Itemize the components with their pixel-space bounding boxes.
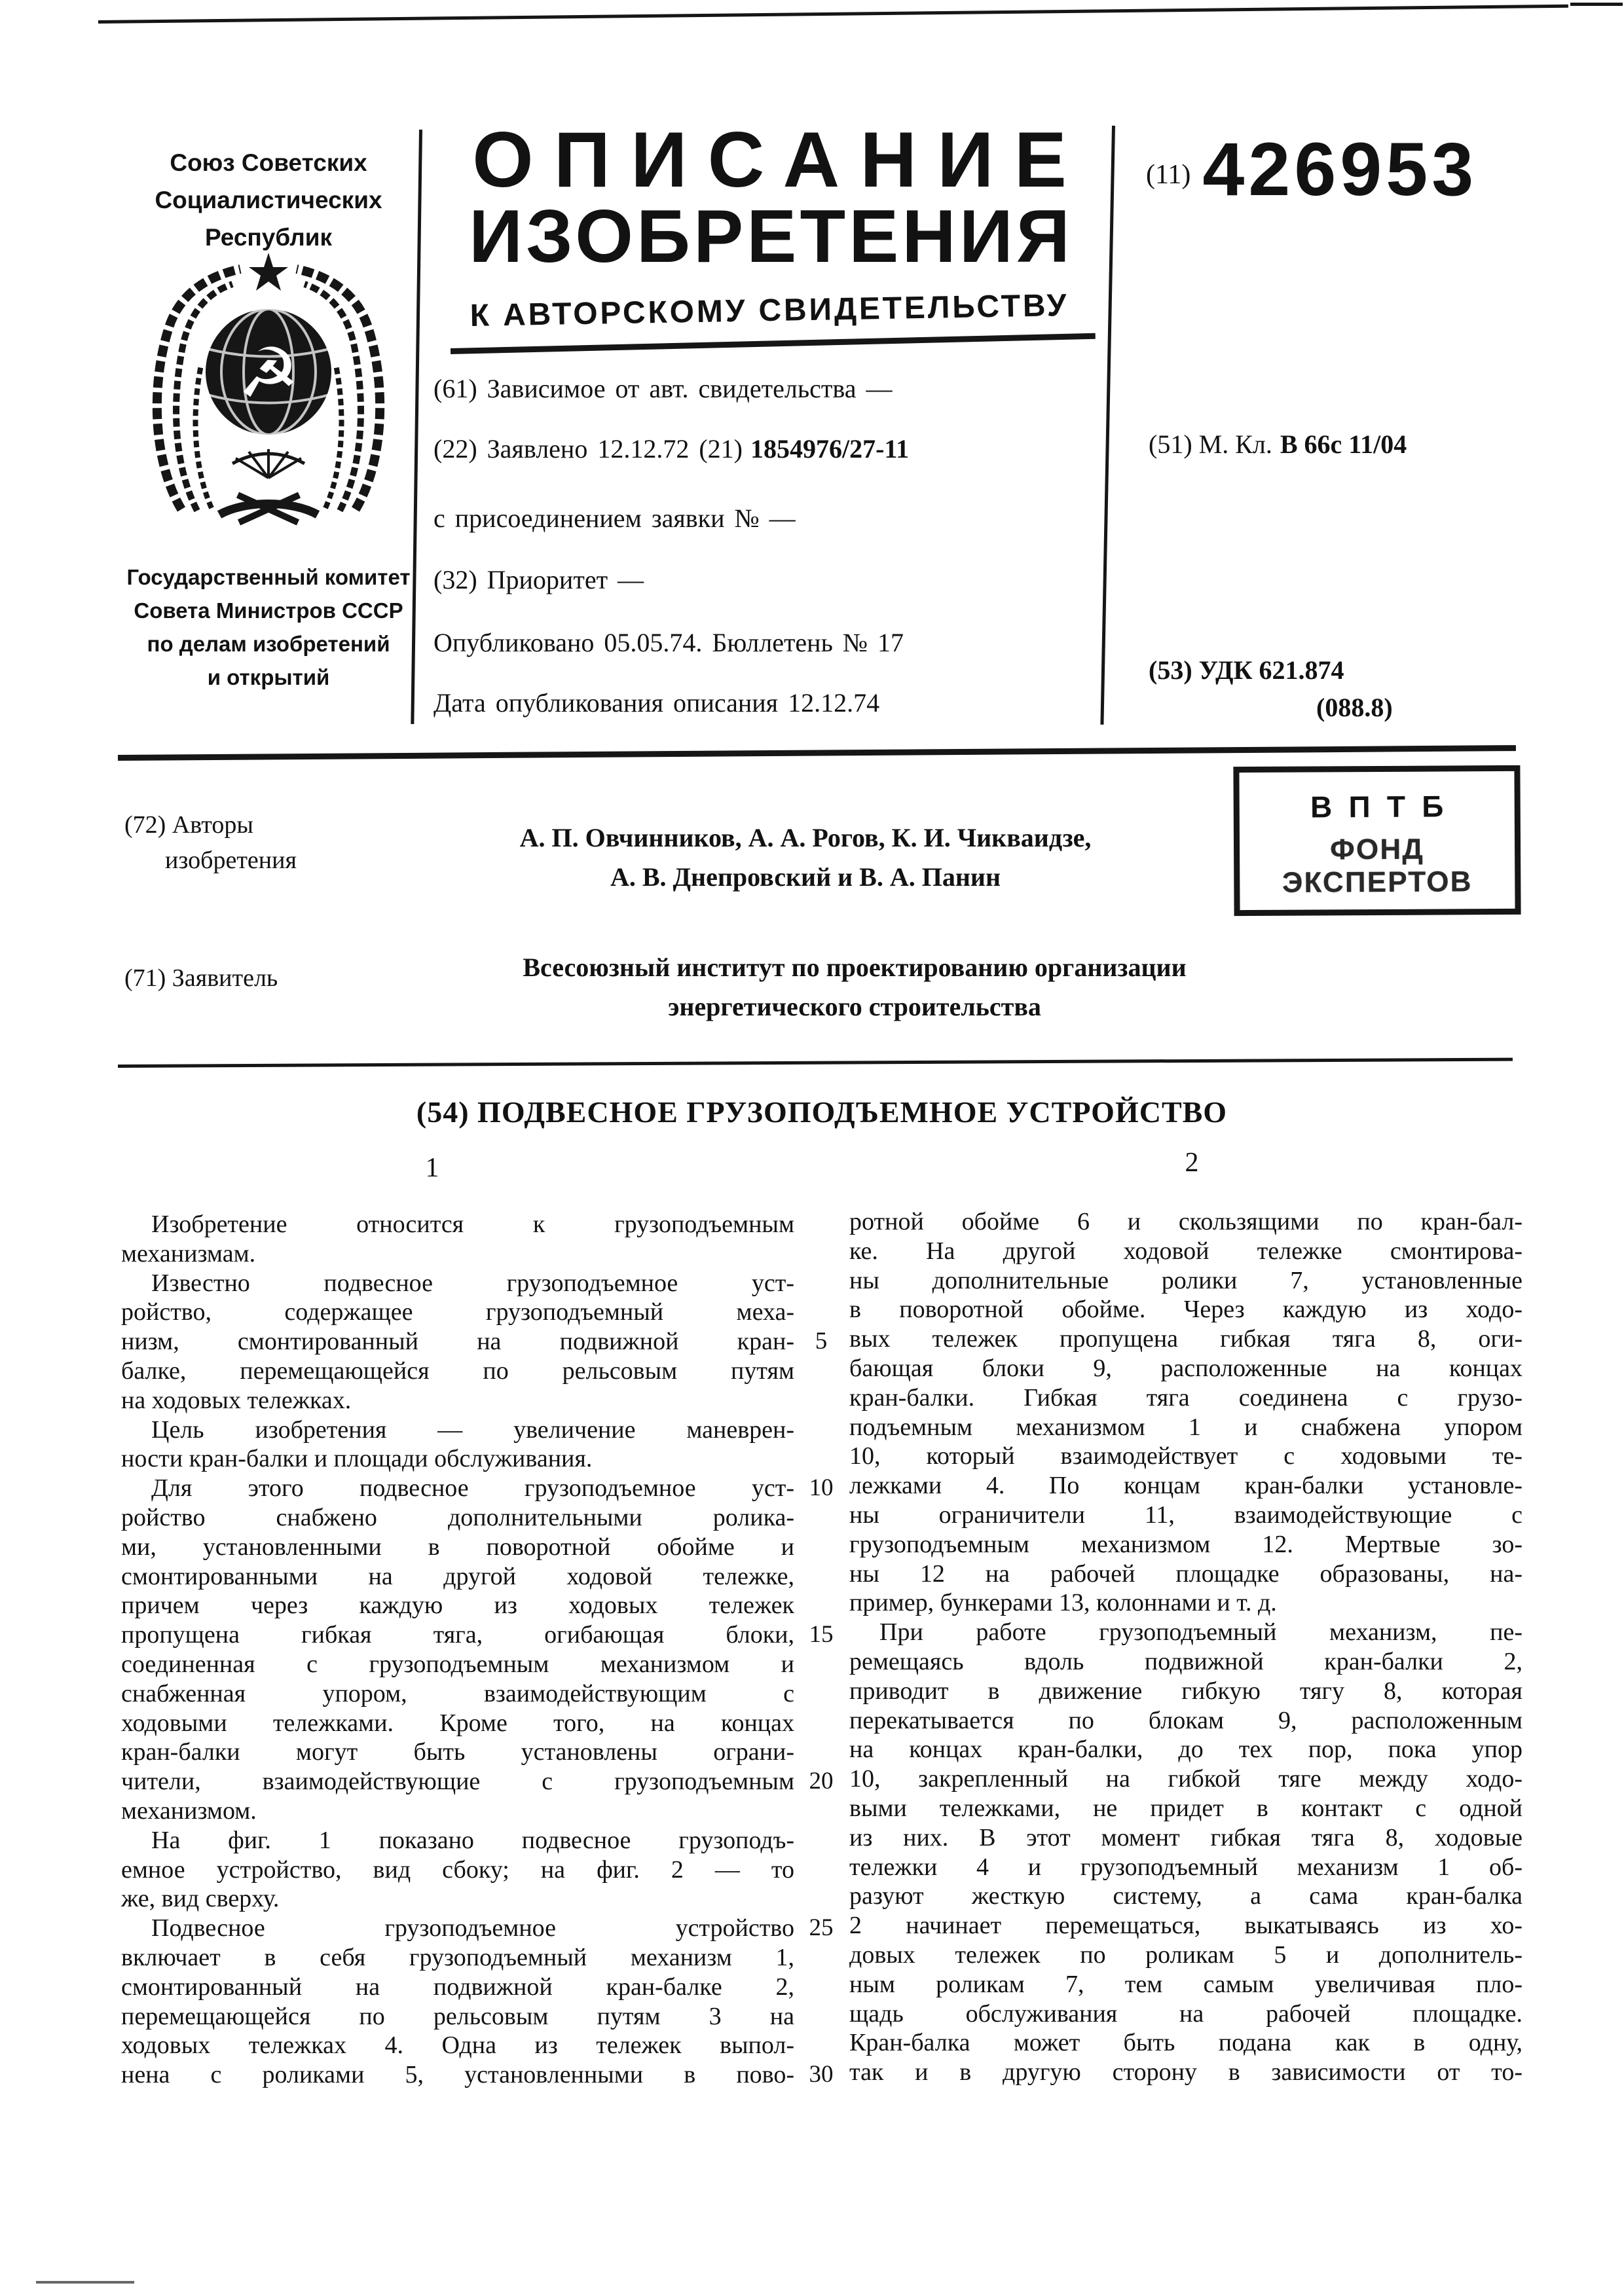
biblio-udc: (53) УДК 621.874 — [1149, 655, 1344, 685]
body-text-line: На фиг. 1 показано подвесное грузоподъ- — [151, 1826, 794, 1854]
line-number: 25 — [809, 1914, 834, 1941]
biblio-published: Опубликовано 05.05.74. Бюллетень № 17 — [434, 628, 904, 657]
body-text-line: ны ограничители 11, взаимодействующие с — [849, 1501, 1522, 1529]
authors-code-label2: изобретения — [165, 847, 297, 874]
state-committee-line: Государственный комитет — [126, 565, 411, 589]
horizontal-rule-top — [118, 745, 1516, 761]
body-text-line: ны дополнительные ролики 7, установленные — [849, 1266, 1522, 1294]
biblio-udc-suffix: (088.8) — [1316, 693, 1393, 722]
hammer-sickle-icon: ☭ — [237, 333, 300, 413]
subtype-underline — [451, 333, 1096, 354]
body-text-line: Для этого подвесное грузоподъемное уст- — [151, 1474, 794, 1503]
star-icon — [249, 253, 288, 291]
body-text-line: перемещающейся по рельсовым путям 3 на — [121, 2002, 794, 2030]
header-middle-column — [432, 116, 1107, 723]
authors-names-line: А. П. Овчинников, А. А. Рогов, К. И. Чикваидзе, — [519, 823, 1092, 852]
body-text-line: ходовыми тележками. Кроме того, на концах — [121, 1709, 794, 1737]
body-text-line: же, вид сверху. — [121, 1885, 280, 1913]
body-text-line: разуют жесткую систему, а сама кран-балка — [849, 1882, 1522, 1910]
state-committee-line: и открытий — [207, 665, 330, 689]
body-text-line: на концах кран-балки, до тех пор, пока упор — [849, 1736, 1522, 1764]
applicant-name — [419, 948, 1290, 1027]
body-text-line: 2 начинает перемещаться, выкатываясь из хо- — [849, 1912, 1522, 1940]
ribbon — [219, 495, 318, 522]
doc-type-title-line1: ОПИСАНИЕ — [472, 116, 1087, 204]
body-text-line: кран-балки. Гибкая тяга соединена с грузо- — [849, 1383, 1522, 1412]
body-text-line: ны 12 на рабочей площадке образованы, на- — [849, 1559, 1522, 1588]
body-text-line: пропущена гибкая тяга, огибающая блоки, — [121, 1621, 794, 1649]
publication-number: 426953 — [1202, 128, 1478, 211]
class-value: В 66с 11/04 — [1280, 429, 1407, 459]
scan-edge-dash — [1570, 3, 1623, 6]
body-text-line: нена с роликами 5, установленными в пово- — [121, 2061, 794, 2089]
invention-title: (54) ПОДВЕСНОЕ ГРУЗОПОДЪЕМНОЕ УСТРОЙСТВО — [416, 1095, 1228, 1129]
body-text-line: причем через каждую из ходовых тележек — [121, 1592, 794, 1620]
body-text-line: смонтированными на другой ходовой тележке, — [121, 1562, 794, 1590]
scan-edge-line — [98, 5, 1568, 24]
applicant-code-label: (71) Заявитель — [124, 964, 278, 992]
body-text-line: ройство, содержащее грузоподъемный меха- — [121, 1298, 794, 1326]
scan-bottom-dash — [36, 2281, 134, 2284]
body-text-line: кран-балки могут быть установлены ограни- — [121, 1738, 794, 1766]
body-text-line: включает в себя грузоподъемный механизм 1, — [121, 1943, 794, 1971]
body-text-line: ходовых тележках 4. Одна из тележек выпол- — [121, 2032, 794, 2060]
body-column-right — [849, 1207, 1522, 2087]
library-stamp — [1233, 765, 1521, 916]
body-text-line: ми, установленными в поворотной обойме и — [121, 1533, 794, 1561]
body-text-line: смонтированный на подвижной кран-балке 2, — [121, 1973, 794, 2001]
stamp-line2: ФОНД ЭКСПЕРТОВ — [1282, 833, 1473, 899]
body-text-line: лежками 4. По концам кран-балки установле- — [849, 1472, 1522, 1500]
body-text-line: ности кран-балки и площади обслуживания. — [121, 1445, 593, 1473]
authors-code-label: (72) Авторы — [124, 811, 253, 839]
biblio-filed-prefix: (22) Заявлено 12.12.72 (21) — [434, 434, 743, 464]
body-text-line: подъемным механизмом 1 и снабжена упором — [849, 1413, 1522, 1441]
header-left-column — [118, 144, 419, 733]
applicant-name-line: энергетического строительства — [668, 992, 1041, 1021]
body-text-line: 10, который взаимодействует с ходовыми те- — [849, 1442, 1522, 1470]
body-text-line: ройство снабжено дополнительными ролика- — [121, 1503, 794, 1531]
doc-type-title-line2: ИЗОБРЕТЕНИЯ — [469, 195, 1073, 278]
body-text-line: соединенная с грузоподъемным механизмом и — [121, 1650, 794, 1678]
publication-number-row — [1146, 126, 1604, 213]
class-label: (51) М. Кл. — [1149, 429, 1272, 459]
body-text-line: Изобретение относится к грузоподъемным — [151, 1211, 794, 1238]
body-text-line: из них. В этот момент гибкая тяга 8, ходовые — [849, 1823, 1522, 1851]
column-head-2: 2 — [1185, 1148, 1199, 1178]
body-text-line: ротной обойме 6 и скользящими по кран-бал- — [849, 1208, 1522, 1235]
biblio-priority: (32) Приоритет — — [434, 565, 644, 594]
body-text-line: емное устройство, вид сбоку; на фиг. 2 — то — [121, 1855, 794, 1884]
line-number: 15 — [809, 1621, 834, 1648]
applicant-name-line: Всесоюзный институт по проектированию организации — [523, 953, 1187, 982]
body-text-line: ным роликам 7, тем самым увеличивая пло- — [849, 1970, 1522, 1998]
column-head-1: 1 — [425, 1153, 439, 1183]
state-committee-line: Совета Министров СССР — [134, 598, 403, 623]
body-text-line: балке, перемещающейся по рельсовым путям — [121, 1357, 794, 1385]
body-text-line: При работе грузоподъемный механизм, пе- — [879, 1618, 1522, 1647]
biblio-addition: с присоединением заявки № — — [434, 503, 796, 533]
sun-rays — [232, 449, 304, 478]
union-name-line: Союз Советских — [170, 149, 367, 176]
horizontal-rule-bottom — [118, 1058, 1513, 1068]
body-text-line: Подвесное грузоподъемное устройство — [151, 1914, 794, 1942]
biblio-dependent: (61) Зависимое от авт. свидетельства — — [434, 374, 893, 403]
line-number-gutter — [794, 1327, 849, 2207]
body-text-line: выми тележками, не придет в контакт с одной — [849, 1794, 1522, 1822]
body-text-line: довых тележек по роликам 5 и дополнитель- — [849, 1941, 1522, 1969]
body-text-line: механизмом. — [121, 1796, 257, 1825]
body-column-left — [121, 1210, 794, 2090]
biblio-filed — [434, 433, 1095, 465]
line-number: 10 — [809, 1474, 834, 1501]
body-text-line: Цель изобретения — увеличение маневрен- — [151, 1415, 794, 1444]
body-text-line: щадь обслуживания на рабочей площадке. — [849, 1999, 1522, 2028]
body-text-line: на ходовых тележках. — [121, 1386, 352, 1414]
body-text-line: снабженная упором, взаимодействующим с — [121, 1679, 794, 1707]
state-committee-line: по делам изобретений — [147, 632, 390, 656]
line-number: 5 — [815, 1328, 828, 1355]
body-text-line: ке. На другой ходовой тележке смонтирова- — [849, 1237, 1522, 1265]
body-text-line: вых тележек пропущена гибкая тяга 8, оги- — [849, 1325, 1522, 1353]
body-text-line: Известно подвесное грузоподъемное уст- — [151, 1269, 794, 1297]
body-text-line: бающая блоки 9, расположенные на концах — [849, 1354, 1522, 1382]
stamp-line1: ВПТБ — [1310, 789, 1460, 824]
body-text-line: перекатывается по блокам 9, расположенным — [849, 1706, 1522, 1734]
body-text-line: так и в другую сторону в зависимости от то- — [849, 2058, 1522, 2086]
state-committee — [118, 560, 419, 694]
union-name-line: Социалистических — [155, 187, 382, 213]
authors-names — [419, 818, 1192, 897]
union-name-line: Республик — [204, 224, 333, 251]
body-text-line: 10, закрепленный на гибкой тяге между ходо- — [849, 1765, 1522, 1793]
publication-number-label: (11) — [1146, 160, 1191, 190]
union-name — [118, 144, 419, 256]
biblio-description-date: Дата опубликования описания 12.12.74 — [434, 688, 880, 718]
header-right-column — [1139, 121, 1611, 723]
body-text-line: пример, бункерами 13, колоннами и т. д. — [849, 1589, 1277, 1617]
coat-of-arms-graphic — [141, 247, 396, 529]
body-text-line: грузоподъемным механизмом 12. Мертвые зо- — [849, 1530, 1522, 1558]
ussr-coat-of-arms — [141, 247, 396, 529]
line-number: 30 — [809, 2061, 834, 2088]
body-text-line: чители, взаимодействующие с грузоподъемным — [121, 1768, 794, 1796]
body-text-line: тележки 4 и грузоподъемный механизм 1 об- — [849, 1853, 1522, 1881]
body-text-line: механизмам. — [121, 1239, 256, 1267]
body-text-line: в поворотной обойме. Через каждую из ходо- — [849, 1296, 1522, 1324]
biblio-class — [1149, 429, 1407, 460]
body-text-line: ремещаясь вдоль подвижной кран-балки 2, — [849, 1647, 1522, 1675]
application-number: 1854976/27-11 — [750, 434, 910, 464]
body-text-line: Кран-балка может быть подана как в одну, — [849, 2029, 1522, 2057]
body-text-line: приводит в движение гибкую тягу 8, которая — [849, 1677, 1522, 1705]
doc-subtype-title: К АВТОРСКОМУ СВИДЕТЕЛЬСТВУ — [470, 288, 1069, 333]
body-text-line: низм, смонтированный на подвижной кран- — [121, 1328, 794, 1356]
line-number: 20 — [809, 1768, 834, 1795]
authors-names-line: А. В. Днепровский и В. А. Панин — [610, 862, 1001, 892]
